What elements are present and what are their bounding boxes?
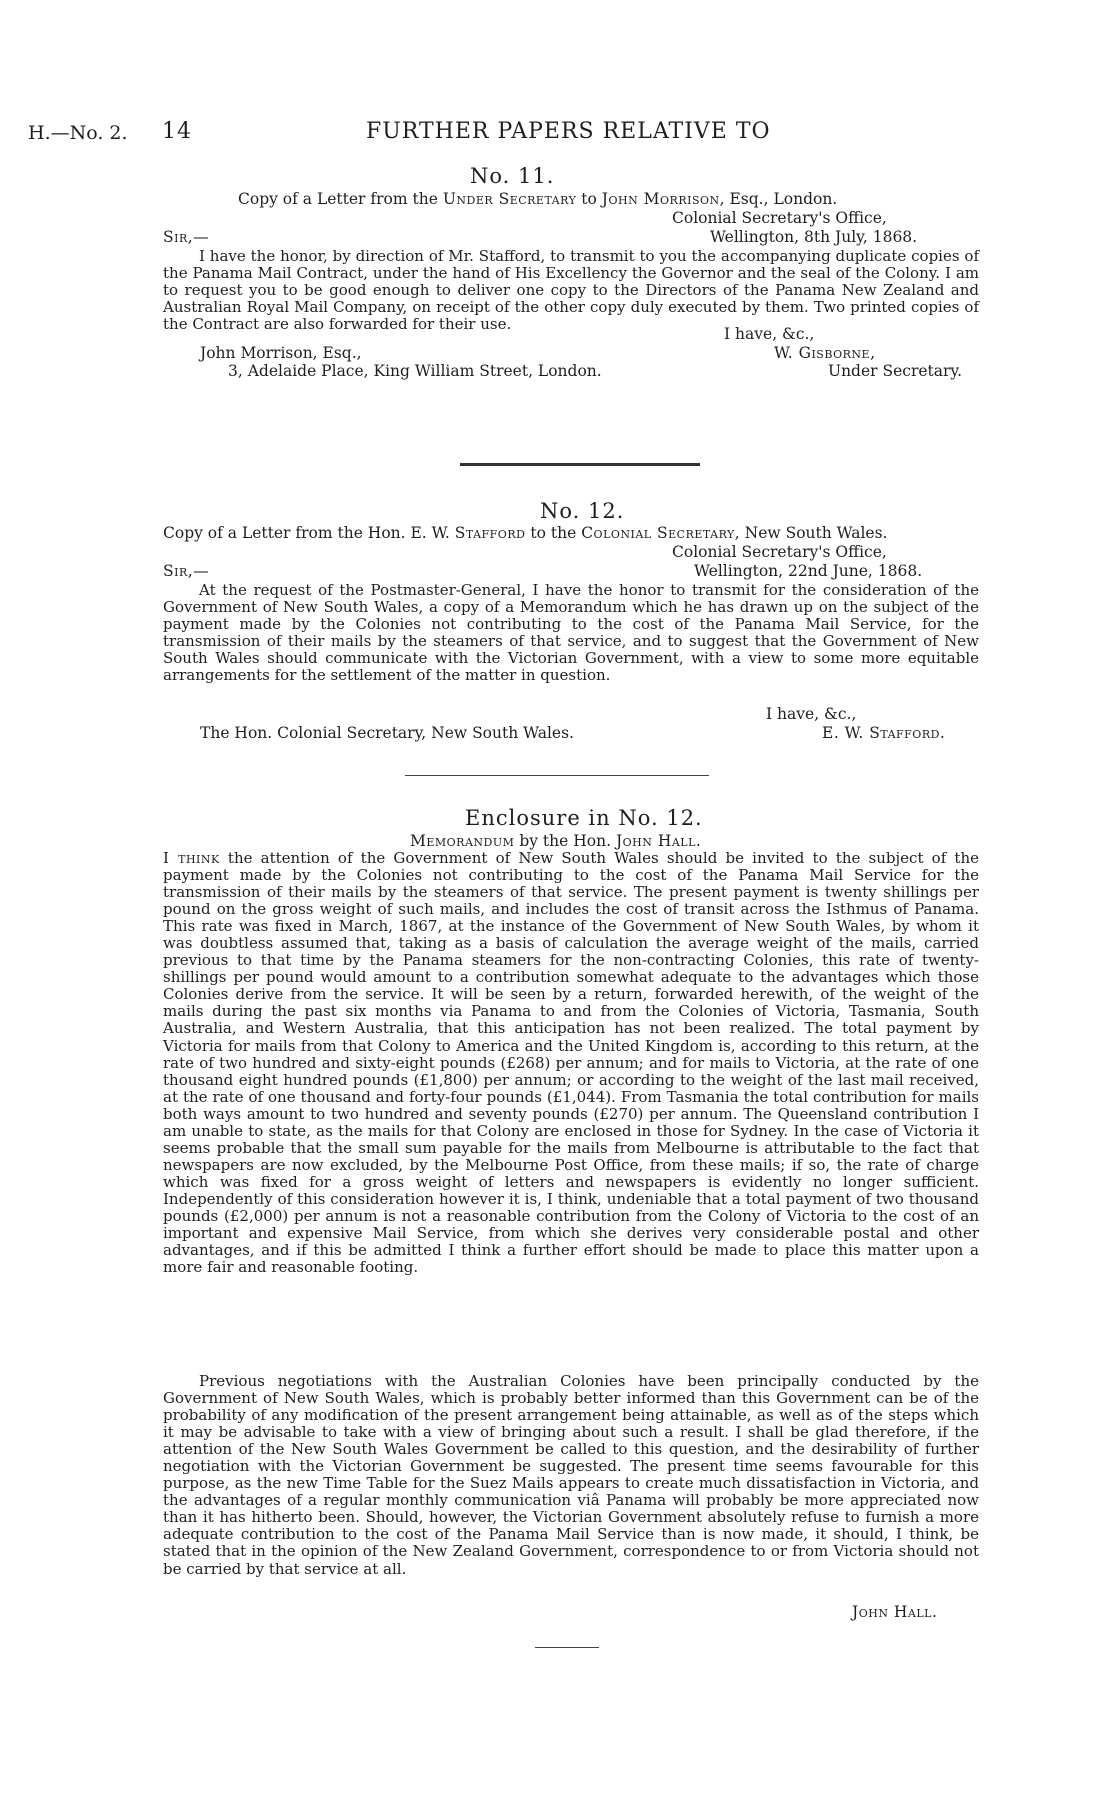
letter-12-closing: I have, &c., xyxy=(766,705,857,723)
letter-12-number: No. 12. xyxy=(540,499,625,523)
caption-to: John Morrison xyxy=(601,190,720,208)
paragraph-lead: I think xyxy=(163,849,220,867)
caption-mid: to xyxy=(581,190,597,208)
enclosure-paragraph-2: Previous negotiations with the Australian Colonies have been principally conducted by the Government of New South Wales, which is probably better informed than this Government can be of the probability of any modification of the present arrangement being attainable, as well as of the steps which it may be advisable to take with a view of bringing about such a result. I shall be glad therefore, if the attention of the New South Wales Government be called to this question, and the desirability of further negotiation with the Victorian Government be suggested. The present time seems favourable for this purpose, as the new Time Table for the Suez Mails appears to create much dissatisfaction in Victoria, and the advantages of a regular monthly communication viâ Panama will probably be more appreciated now than it has hitherto been. Should, however, the Victorian Government absolutely refuse to furnish a more adequate contribution to the cost of the Panama Mail Service than is now made, it should, I think, be stated that in the opinion of the New Zealand Government, correspondence to or from Victoria should not be carried by that service at all. xyxy=(163,1372,979,1578)
section-divider xyxy=(460,463,700,466)
letter-11-signature: W. Gisborne, xyxy=(774,344,876,362)
paragraph-text: the attention of the Government of New South Wales should be invited to the subject of the payment made by the Colonies not contributing to the cost of the Panama Mail Service for the transmission of their mails by the steamers of that service. The present payment is twenty shillings per pound on the gross weight of such mails, and includes the cost of transit across the Isthmus of Panama. This rate was fixed in March, 1867, at the instance of the Government of New South Wales, by whom it was doubtless assumed that, taking as a basis of calculation the average weight of the mails, carried previous to that time by the Panama steamers for the non-contracting Colonies, this rate of twenty-shillings per pound would amount to a contribution somewhat adequate to the advantages which those Colonies derive from the service. It will be seen by a return, forwarded herewith, of the weight of the mails during the past six months via Panama to and from the Colonies of Victoria, Tasmania, South Australia, and Western Australia, that this anticipation has not been realized. The total payment by Victoria for mails from that Colony to America and the United Kingdom is, according to this return, at the rate of two hundred and sixty-eight pounds (£268) per annum; and for mails to Victoria, at the rate of one thousand eight hundred pounds (£1,800) per annum; or according to the weight of the last mail received, at the rate of one thousand and forty-four pounds (£1,044). From Tasmania the total contribution for mails both ways amount to two hundred and seventy pounds (£270) per annum. The Queensland contribution I am unable to state, as the mails for that Colony are enclosed in those for Sydney. In the case of Victoria it seems probable that the small sum payable for the mails from Melbourne is attributable to the fact that newspapers are now excluded, by the Melbourne Post Office, from these mails; if so, the rate of charge which was fixed for a gross weight of letters and newspapers is evidently no longer sufficient. Independently of this consideration however it is, I think, undeniable that a total payment of two thousand pounds (£2,000) per annum is not a reasonable contribution from the Colony of Victoria to the cost of an important and expensive Mail Service, from which she derives very considerable postal and other advantages, and if this be admitted I think a further effort should be made to place this matter upon a more fair and reasonable footing. xyxy=(163,849,979,1277)
memorandum-author: John Hall. xyxy=(615,832,702,850)
subtitle-mid: by the Hon. xyxy=(519,832,612,850)
letter-12-caption xyxy=(163,524,888,542)
letter-11-number: No. 11. xyxy=(470,164,555,188)
caption-to: Colonial Secretary xyxy=(581,524,735,542)
page-number: 14 xyxy=(162,119,192,144)
enclosure-subtitle xyxy=(410,832,701,850)
letter-11-closing: I have, &c., xyxy=(724,325,815,343)
letter-12-body: At the request of the Postmaster-General, I have the honor to transmit for the consideration of the Government of New South Wales, a copy of a Memorandum which he has drawn up on the subject of the payment made by the Colonies not contributing to the cost of the Panama Mail Service, for the transmission of their mails by the steamers of that service, and to suggest that the Government of New South Wales should communicate with the Victorian Government, with a view to some more equitable arrangements for the settlement of the matter in question. xyxy=(163,581,979,685)
letter-11-salutation: Sir,— xyxy=(163,228,210,246)
letter-12-place-date: Wellington, 22nd June, 1868. xyxy=(694,562,923,580)
caption-from: Stafford xyxy=(454,524,526,542)
letter-11-place-date: Wellington, 8th July, 1868. xyxy=(710,228,918,246)
enclosure-paragraph-1 xyxy=(163,850,979,1276)
caption-from: Under Secretary xyxy=(442,190,577,208)
letter-11-addressee-name: John Morrison, Esq., xyxy=(200,344,362,362)
caption-prefix: Copy of a Letter from the xyxy=(238,190,438,208)
letter-11-caption xyxy=(238,190,837,208)
caption-suffix: , Esq., London. xyxy=(719,190,838,208)
enclosure-signature: John Hall. xyxy=(852,1603,938,1621)
letter-12-signature: E. W. Stafford. xyxy=(822,724,946,742)
memorandum-label: Memorandum xyxy=(410,832,515,850)
letter-12-office: Colonial Secretary's Office, xyxy=(672,543,887,561)
letter-11-office: Colonial Secretary's Office, xyxy=(672,209,887,227)
running-title: FURTHER PAPERS RELATIVE TO xyxy=(366,119,771,144)
letter-11-signature-title: Under Secretary. xyxy=(828,362,963,380)
end-rule xyxy=(535,1647,599,1648)
caption-suffix: , New South Wales. xyxy=(734,524,888,542)
letter-11-addressee-address: 3, Adelaide Place, King William Street, London. xyxy=(228,362,602,380)
paper-reference: H.—No. 2. xyxy=(28,122,128,144)
caption-mid: to the xyxy=(530,524,577,542)
enclosure-title: Enclosure in No. 12. xyxy=(465,806,703,830)
letter-11-body: I have the honor, by direction of Mr. Stafford, to transmit to you the accompanying duplicate copies of the Panama Mail Contract, under the hand of His Excellency the Governor and the seal of the Colony. I am to request you to be good enough to deliver one copy to the Directors of the Panama New Zealand and Australian Royal Mail Company, on receipt of the other copy duly executed by them. Two printed copies of the Contract are also forwarded for their use. xyxy=(163,247,979,334)
section-divider xyxy=(405,775,709,776)
letter-12-salutation: Sir,— xyxy=(163,562,210,580)
caption-prefix: Copy of a Letter from the Hon. E. W. xyxy=(163,524,450,542)
letter-12-addressee: The Hon. Colonial Secretary, New South Wales. xyxy=(200,724,574,742)
